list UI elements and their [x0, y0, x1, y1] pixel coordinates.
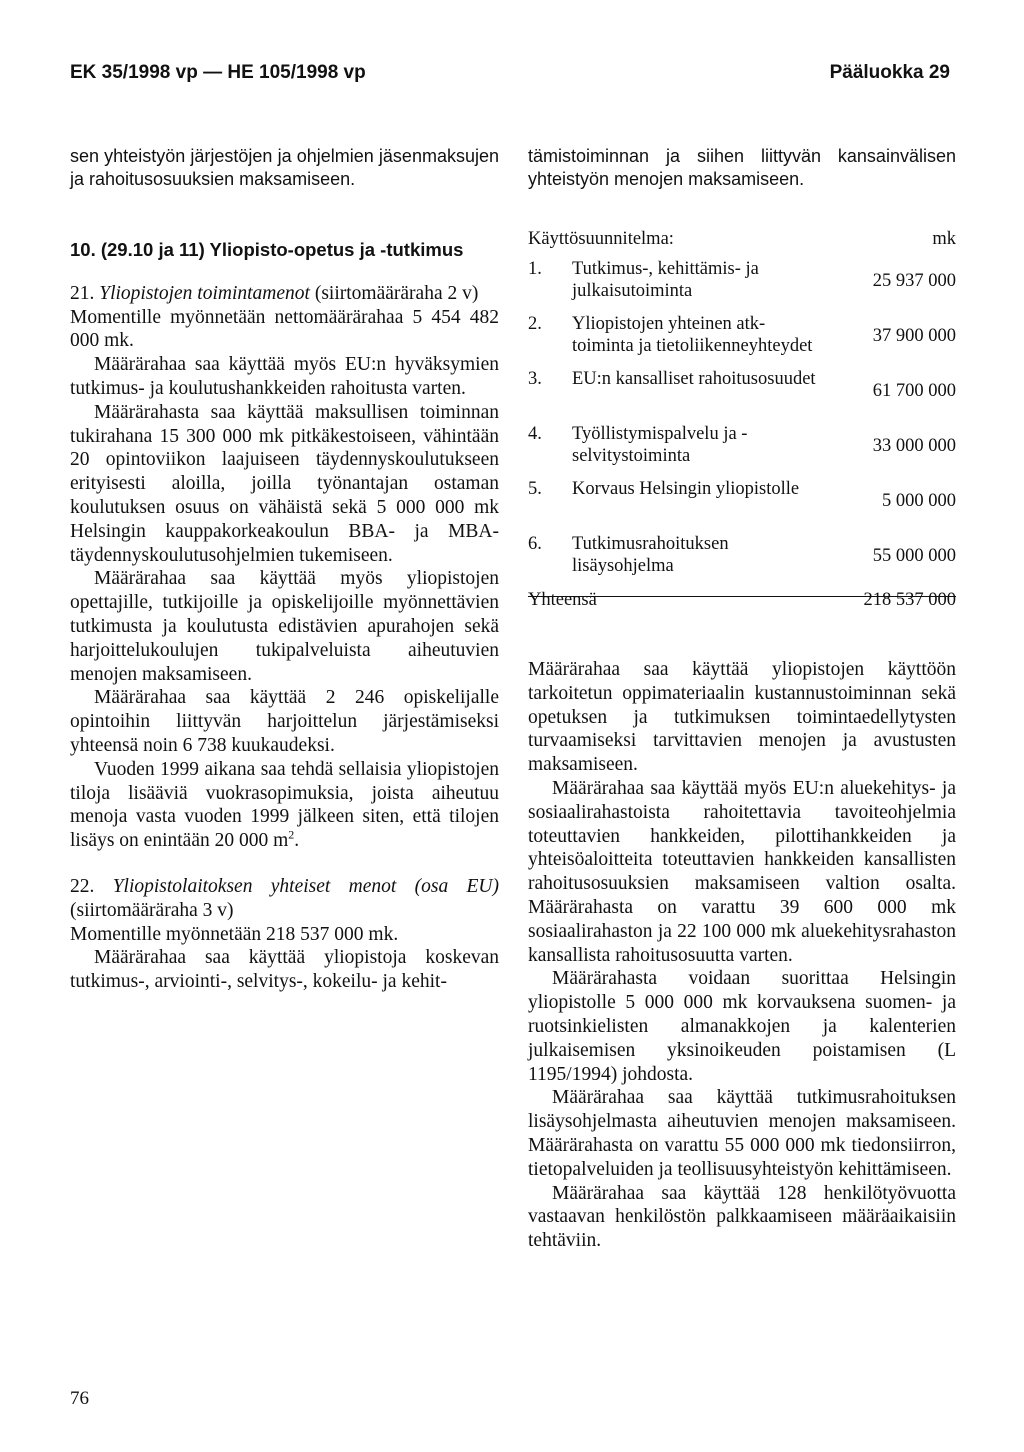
item-22-title: Yliopistolaitoksen yhteiset menot (osa EU) — [112, 875, 500, 897]
left-intro-paragraph: sen yhteistyön järjestöjen ja ohjelmien jäsenmaksujen ja rahoitusosuuksien maksamiseen. — [70, 146, 499, 189]
budget-row-amount: 61 700 000 — [872, 381, 956, 401]
budget-header-unit: mk — [932, 229, 956, 249]
item-21-paragraph-6-text: Vuoden 1999 aikana saa tehdä sellaisia yliopistojen tiloja lisääviä vuokrasopimuksia, joista aiheutuu menoja vasta vuoden 1999 jälkeen siten, että tilojen lisäys on enintään 20 000 m — [70, 758, 499, 852]
right-paragraph-1: Määrärahaa saa käyttää yliopistojen käyttöön tarkoitetun oppimateriaalin kustannustoiminnan sekä opetuksen ja tutkimuksen toimintaedellytysten turvaamiseksi tarvittavien menojen ja avustusten maksamiseen. — [528, 659, 956, 776]
budget-row-number: 2. — [528, 314, 542, 334]
budget-row-label: Korvaus Helsingin yliopistolle — [572, 479, 800, 499]
budget-total-amount: 218 537 000 — [863, 590, 956, 610]
right-column-intro — [528, 145, 956, 191]
item-22-number: 22. — [70, 875, 95, 897]
item-21-paragraph-2: Määrärahaa saa käyttää myös EU:n hyväksymien tutkimus- ja koulutushankkeiden rahoitusta varten. — [70, 354, 499, 399]
item-22-paragraph-2: Määrärahaa saa käyttää yliopistoja koskevan tutkimus-, arviointi-, selvitys-, kokeilu- ja kehit- — [70, 947, 499, 993]
item-21-type: (siirtomääräraha 2 v) — [314, 282, 479, 304]
budget-row — [528, 258, 956, 313]
budget-row — [528, 368, 956, 423]
budget-row-amount: 5 000 000 — [882, 491, 956, 511]
item-21-paragraph-6-superscript: 2 — [288, 827, 295, 842]
item-21-paragraph-3: Määrärahasta saa käyttää maksullisen toiminnan tukirahana 15 300 000 mk pitkäkestoiseen, vähintään 20 opintoviikon laajuiseen täydennyskoulutukseen erityisesti aloilla, joilla työnantajan ostaman koulutuksen osuus on vähäistä sekä 5 000 000 mk Helsingin kauppakorkeakoulun BBA- ja MBA-täydennyskoulutusohjelmien tukemiseen. — [70, 401, 499, 566]
item-21-paragraph-4: Määrärahaa saa käyttää myös yliopistojen opettajille, tutkijoille ja opiskelijoille myönnettävien tutkimusta ja koulutusta edistävien apurahojen sekä harjoittelukoulujen tukipalveluista aiheutuvien menojen maksamiseen. — [70, 568, 499, 685]
item-21-paragraph-6-end: . — [294, 830, 300, 852]
budget-row-label: EU:n kansalliset rahoitusosuudet — [572, 369, 816, 389]
right-paragraph-3: Määrärahasta voidaan suorittaa Helsingin yliopistolle 5 000 000 mk korvauksena suomen- ja ruotsinkielisten almanakkojen ja kalenterien julkaisemisen yksinoikeuden poistamisen (L 1195/1994) johdosta. — [528, 968, 956, 1085]
right-intro-paragraph: tämistoiminnan ja siihen liittyvän kansainvälisen yhteistyön menojen maksamiseen. — [528, 146, 956, 189]
budget-row-amount: 37 900 000 — [872, 326, 956, 346]
budget-row-number: 4. — [528, 424, 542, 444]
item-21-number: 21. — [70, 282, 95, 304]
budget-row — [528, 423, 956, 478]
item-22-type: (siirtomääräraha 3 v) — [70, 899, 234, 921]
item-22-paragraph-1: Momentille myönnetään 218 537 000 mk. — [70, 923, 399, 945]
budget-header-label: Käyttösuunnitelma: — [528, 229, 674, 249]
item-22-heading — [70, 875, 499, 923]
budget-table-header — [528, 228, 956, 258]
budget-row-number: 3. — [528, 369, 542, 389]
right-paragraph-2: Määrärahaa saa käyttää myös EU:n aluekehitys- ja sosiaalirahastoista rahoitettavia tavoiteohjelmia toteuttavien hankkeiden, pilottihankkeiden ja yhteisöaloitteita toteuttavien hankkeiden kansallisten rahoitusosuuksien maksamiseen valtion osalta. Määrärahasta on varattu 39 600 000 mk sosiaalirahaston ja 22 100 000 mk aluekehitysrahaston kansallista rahoitusosuutta varten. — [528, 777, 956, 966]
budget-row-label: Yliopistojen yhteinen atk-toiminta ja tietoliikenneyhteydet — [572, 314, 813, 356]
budget-total-row — [528, 589, 956, 619]
item-21-heading — [70, 282, 499, 306]
right-paragraph-5: Määrärahaa saa käyttää 128 henkilötyövuotta vastaavan henkilöstön palkkaamiseen määräaikaisiin tehtäviin. — [528, 1182, 956, 1252]
budget-row-amount: 25 937 000 — [872, 271, 956, 291]
left-column — [70, 145, 499, 994]
budget-row — [528, 533, 956, 585]
budget-row-amount: 55 000 000 — [872, 546, 956, 566]
budget-plan-table — [528, 228, 956, 619]
item-21-paragraph-5: Määrärahaa saa käyttää 2 246 opiskelijalle opintoihin liittyvän harjoittelun järjestämiseksi yhteensä noin 6 738 kuukaudeksi. — [70, 687, 499, 756]
budget-row-number: 6. — [528, 534, 542, 554]
page-number: 76 — [70, 1388, 89, 1409]
budget-row-label: Tutkimus-, kehittämis- ja julkaisutoiminta — [572, 259, 759, 301]
budget-row-label: Tutkimusrahoituksen lisäysohjelma — [572, 534, 729, 576]
budget-total-label: Yhteensä — [528, 590, 597, 610]
item-21-paragraph-6 — [70, 758, 499, 853]
item-21-paragraph-1: Momentille myönnetään nettomäärärahaa 5 454 482 000 mk. — [70, 306, 499, 352]
budget-row-number: 5. — [528, 479, 542, 499]
right-column-body — [528, 658, 956, 1253]
item-21-title: Yliopistojen toimintamenot — [99, 282, 310, 304]
budget-row — [528, 478, 956, 533]
running-header-right: Pääluokka 29 — [829, 62, 950, 83]
budget-row-label: Työllistymispalvelu ja -selvitystoiminta — [572, 424, 748, 466]
running-header-left: EK 35/1998 vp — HE 105/1998 vp — [70, 62, 366, 83]
budget-row — [528, 313, 956, 368]
section-heading: 10. (29.10 ja 11) Yliopisto-opetus ja -tutkimus — [70, 239, 464, 260]
right-paragraph-4: Määrärahaa saa käyttää tutkimusrahoituksen lisäysohjelmasta aiheutuvien menojen maksamiseen. Määrärahasta on varattu 55 000 000 mk tiedonsiirron, tietopalveluiden ja teollisuusyhteistyön kehittämiseen. — [528, 1087, 956, 1180]
budget-row-number: 1. — [528, 259, 542, 279]
budget-row-amount: 33 000 000 — [872, 436, 956, 456]
